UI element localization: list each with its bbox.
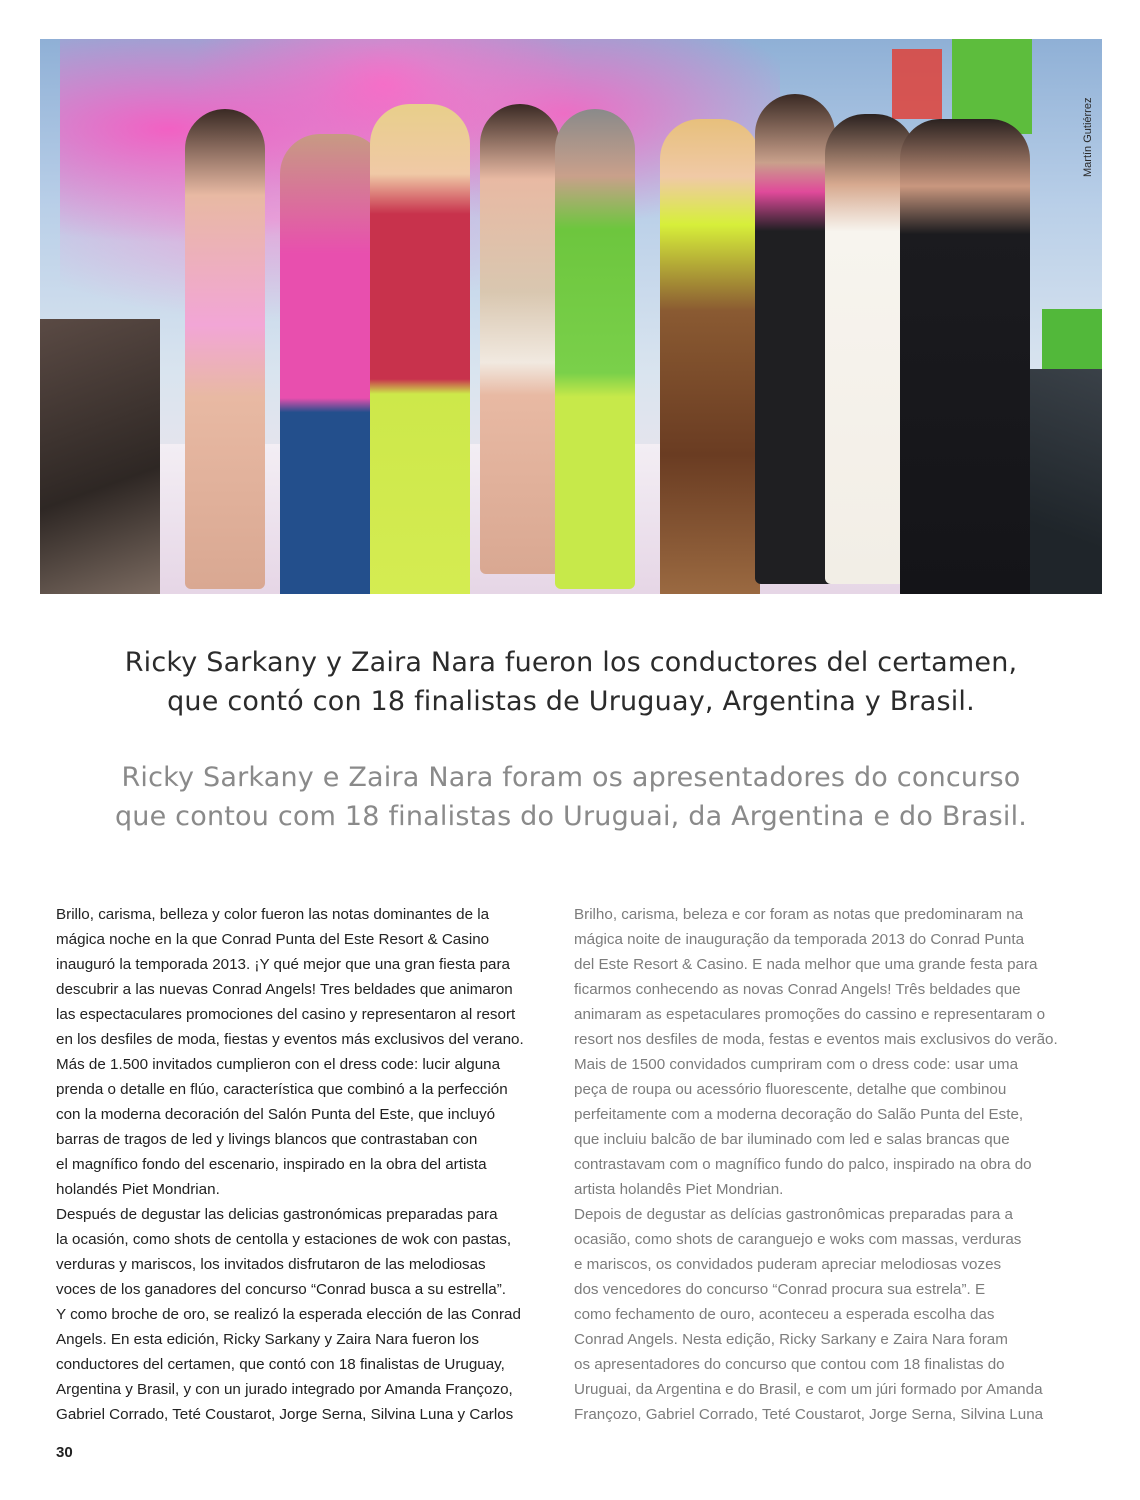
text-line: resort nos desfiles de moda, festas e eventos mais exclusivos do verão. — [574, 1031, 1058, 1048]
guest-figure — [755, 94, 835, 584]
text-line: que incluiu balcão de bar iluminado com led e salas brancas que — [574, 1131, 1010, 1148]
model-figure — [185, 109, 265, 589]
text-line: la ocasión, como shots de centolla y estaciones de wok con pastas, — [56, 1231, 512, 1248]
text-line: con la moderna decoración del Salón Punta del Este, que incluyó — [56, 1106, 496, 1123]
text-line: perfeitamente com a moderna decoração do Salão Punta del Este, — [574, 1106, 1024, 1123]
text-line: Uruguai, da Argentina e do Brasil, e com um júri formado por Amanda — [574, 1381, 1043, 1398]
host-figure — [900, 119, 1030, 594]
text-line: Argentina y Brasil, y con un jurado integrado por Amanda Françozo, — [56, 1381, 513, 1398]
text-line: e mariscos, os convidados puderam apreciar melodiosas vozes — [574, 1256, 1002, 1273]
text-line: peça de roupa ou acessório fluorescente, detalhe que combinou — [574, 1081, 1007, 1098]
caption-line: Ricky Sarkany y Zaira Nara fueron los conductores del certamen, — [124, 647, 1018, 678]
model-figure — [480, 104, 560, 574]
text-line: holandés Piet Mondrian. — [56, 1181, 220, 1198]
text-line: mágica noite de inauguração da temporada 2013 do Conrad Punta — [574, 931, 1025, 948]
text-line: Angels. En esta edición, Ricky Sarkany y Zaira Nara fueron los — [56, 1331, 479, 1348]
text-line: en los desfiles de moda, fiestas y eventos más exclusivos del verano. — [56, 1031, 524, 1048]
text-line: Brillo, carisma, belleza y color fueron las notas dominantes de la — [56, 906, 490, 923]
photographers-crowd — [40, 319, 160, 594]
text-line: contrastavam com o magnífico fundo do palco, inspirado na obra do — [574, 1156, 1032, 1173]
text-line: descubrir a las nuevas Conrad Angels! Tres beldades que animaron — [56, 981, 513, 998]
text-line: barras de tragos de led y livings blancos que contrastaban con — [56, 1131, 478, 1148]
text-line: ficarmos conhecendo as novas Conrad Angels! Três beldades que — [574, 981, 1021, 998]
caption-line: que contó con 18 finalistas de Uruguay, Argentina y Brasil. — [167, 686, 975, 717]
text-line: Françozo, Gabriel Corrado, Teté Coustarot, Jorge Serna, Silvina Luna — [574, 1406, 1044, 1423]
text-line: mágica noche en la que Conrad Punta del Este Resort & Casino — [56, 931, 490, 948]
caption-line: Ricky Sarkany e Zaira Nara foram os apresentadores do concurso — [121, 762, 1021, 793]
text-line: verduras y mariscos, los invitados disfrutaron de las melodiosas — [56, 1256, 486, 1273]
guest-figure — [660, 119, 760, 594]
text-line: Depois de degustar as delícias gastronômicas preparadas para a — [574, 1206, 1014, 1223]
caption-portuguese — [40, 758, 1102, 836]
text-line: dos vencedores do concurso “Conrad procura sua estrela”. E — [574, 1281, 986, 1298]
text-line: Más de 1.500 invitados cumplieron con el dress code: lucir alguna — [56, 1056, 501, 1073]
text-line: inauguró la temporada 2013. ¡Y qué mejor que una gran fiesta para — [56, 956, 510, 973]
page-number: 30 — [56, 1444, 73, 1461]
mondrian-red-block — [892, 49, 942, 119]
text-line: animaram as espetaculares promoções do cassino e representaram o — [574, 1006, 1046, 1023]
text-line: Gabriel Corrado, Teté Coustarot, Jorge Serna, Silvina Luna y Carlos — [56, 1406, 514, 1423]
text-line: Brilho, carisma, beleza e cor foram as notas que predominaram na — [574, 906, 1024, 923]
text-line: ocasião, como shots de caranguejo e woks com massas, verduras — [574, 1231, 1022, 1248]
text-line: del Este Resort & Casino. E nada melhor que uma grande festa para — [574, 956, 1038, 973]
event-photo — [40, 39, 1102, 594]
text-line: Mais de 1500 convidados cumpriram com o dress code: usar uma — [574, 1056, 1019, 1073]
text-line: conductores del certamen, que contó con 18 finalistas de Uruguay, — [56, 1356, 505, 1373]
text-line: Después de degustar las delicias gastronómicas preparadas para — [56, 1206, 498, 1223]
text-line: Conrad Angels. Nesta edição, Ricky Sarkany e Zaira Nara foram — [574, 1331, 1008, 1348]
text-line: artista holandês Piet Mondrian. — [574, 1181, 784, 1198]
guest-figure — [555, 109, 635, 589]
caption-line: que contou com 18 finalistas do Uruguai, da Argentina e do Brasil. — [114, 801, 1028, 832]
text-line: las espectaculares promociones del casino y representaron al resort — [56, 1006, 516, 1023]
text-line: voces de los ganadores del concurso “Conrad busca a su estrella”. — [56, 1281, 506, 1298]
text-line: prenda o detalle en flúo, característica que combinó a la perfección — [56, 1081, 508, 1098]
text-line: Y como broche de oro, se realizó la esperada elección de las Conrad — [56, 1306, 521, 1323]
host-figure — [370, 104, 470, 594]
caption-spanish — [40, 643, 1102, 721]
text-line: como fechamento de ouro, aconteceu a esperada escolha das — [574, 1306, 995, 1323]
body-text-spanish — [56, 902, 536, 1427]
body-text-portuguese — [574, 902, 1058, 1427]
text-line: el magnífico fondo del escenario, inspirado en la obra del artista — [56, 1156, 487, 1173]
text-line: os apresentadores do concurso que contou com 18 finalistas do — [574, 1356, 1005, 1373]
photo-credit: Martín Gutiérrez — [1082, 97, 1094, 177]
